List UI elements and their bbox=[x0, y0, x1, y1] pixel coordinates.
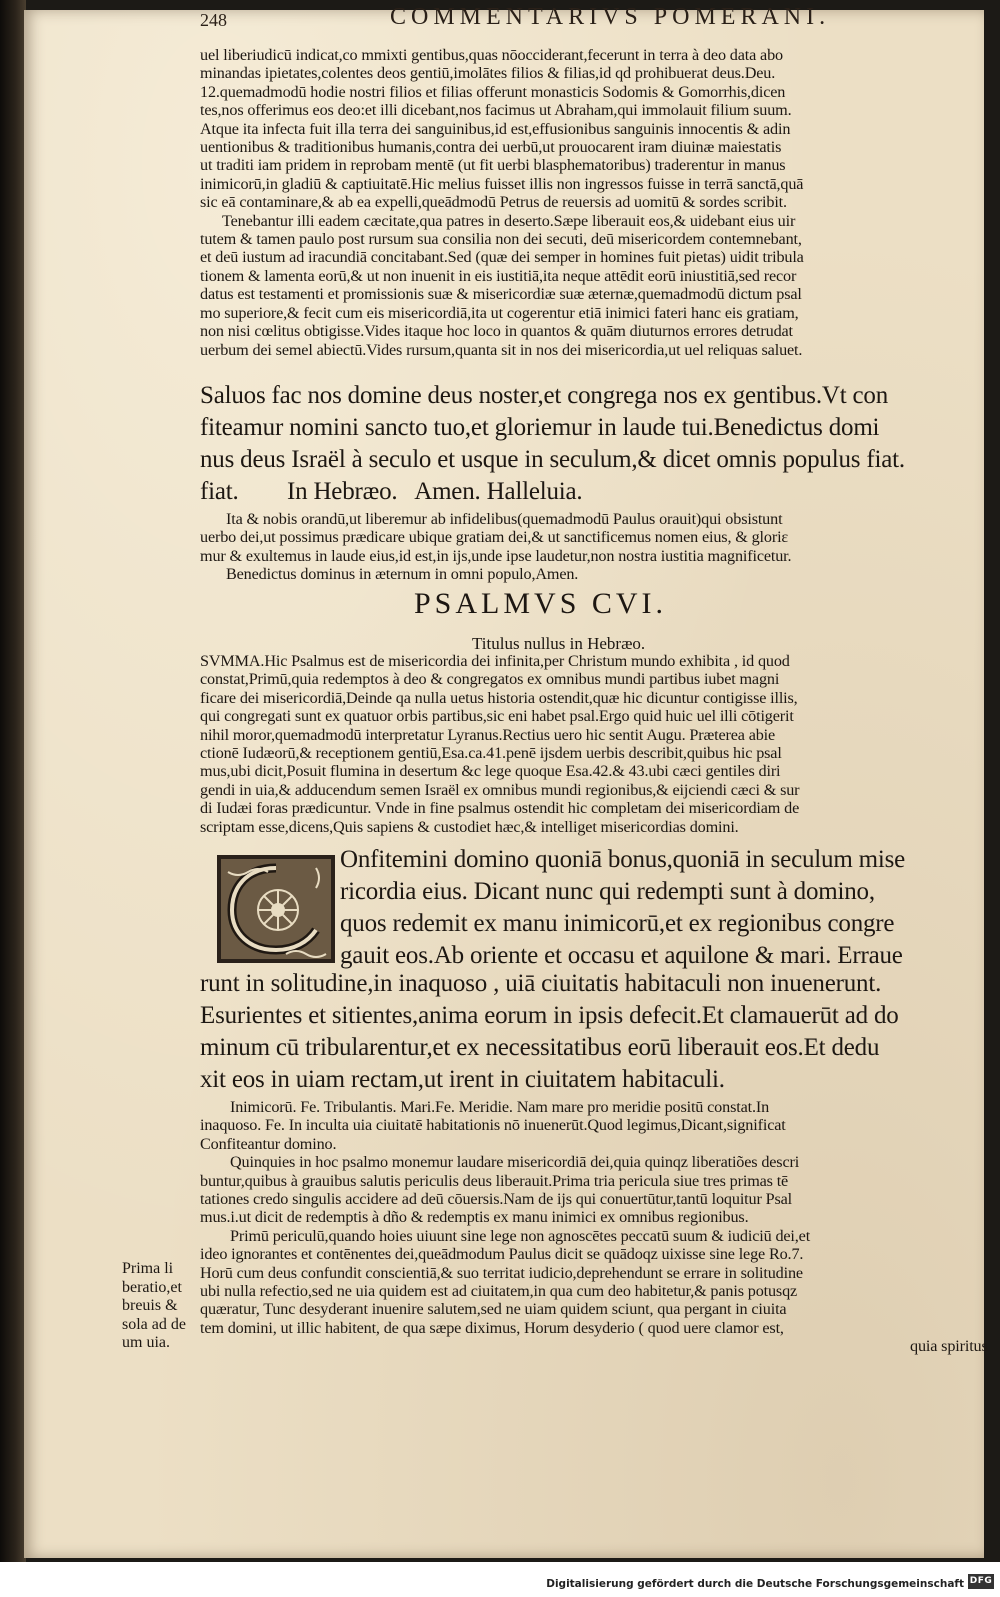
running-title: COMMENTARIVS POMERANI. bbox=[390, 4, 831, 30]
text-line: mur & exultemus in laude eius,id est,in ijs,unde ipse laudetur,non nostra iustitia magnificetur. bbox=[200, 546, 792, 565]
verse-line: Esurientes et sitientes,anima eorum in ipsis defecit.Et clamauerūt ad do bbox=[200, 1002, 899, 1029]
page-number: 248 bbox=[200, 10, 227, 30]
dfg-logo-icon: DFG bbox=[968, 1574, 994, 1589]
text-line: Confiteantur domino. bbox=[200, 1134, 337, 1153]
text-line: ficare dei misericordiā,Deinde qa nulla uetus historia ostendit,quæ hic dicuntur contigisse illis, bbox=[200, 688, 798, 707]
text-line: gendi in uia,& adducendum semen Israël ex omnibus mundi regionibus,& eijciendi cæci & sur bbox=[200, 780, 800, 799]
text-line: non nisi cœlitus obtigisse.Vides itaque hoc loco in quantos & quām diuturnos errores detrudat bbox=[200, 322, 793, 341]
book-spine bbox=[0, 0, 26, 1562]
verse-line: quos redemit ex manu inimicorū,et ex regionibus congre bbox=[340, 910, 895, 937]
page-header bbox=[200, 4, 1000, 32]
margin-line: breuis & bbox=[122, 1297, 178, 1314]
text-line: Atque ita infecta fuit illa terra dei sanguinibus,id est,effusionibus sanguinis innocentis & adin bbox=[200, 119, 791, 138]
text-line: minandas ipietates,colentes deos gentiū,imolātes filios & filias,id qd prohibuerat deus.Deu. bbox=[200, 64, 776, 83]
psalm-verse-continuation bbox=[200, 968, 980, 1096]
text-line: datus est testamenti et promissionis suæ & misericordiæ suæ æternæ,quemadmodū dictum psal bbox=[200, 285, 802, 304]
text-line: ctionē Iudæorū,& receptionem gentiū,Esa.ca.41.penē ijsdem uerbis describit,quibus hic psal bbox=[200, 744, 782, 763]
verse-line: ricordia eius. Dicant nunc qui redempti sunt à domino, bbox=[340, 878, 875, 905]
margin-note bbox=[122, 1260, 214, 1353]
text-line: sic eā contaminare,& ab ea expelli,queādmodū Petrus de reuersis ad uomitū & sordes scribit. bbox=[200, 193, 787, 212]
verse-line: xit eos in uiam rectam,ut irent in ciuitatem habitaculi. bbox=[200, 1066, 725, 1093]
text-line: ut traditi iam pridem in reprobam mentē (ut fit uerbi blasphematoribus) traderentur in manus bbox=[200, 156, 786, 175]
text-line: Primū periculū,quando hoies uiuunt sine lege non agnoscētes peccatū suum & iudiciū dei,et bbox=[230, 1226, 811, 1245]
text-line: uerbo dei,ut possimus prædicare ubique gratiam dei,& ut sanctificemus nomen eius, & gloriε bbox=[200, 528, 789, 547]
psalm-titulus: Titulus nullus in Hebræo. bbox=[472, 634, 646, 653]
commentary-notes bbox=[200, 1098, 988, 1356]
funding-credit: Digitalisierung gefördert durch die Deutsche Forschungsgemeinschaft bbox=[546, 1578, 964, 1590]
margin-line: sola ad de bbox=[122, 1315, 186, 1333]
book-page bbox=[24, 4, 988, 1558]
verse-line: gauit eos.Ab oriente et occasu et aquilone & mari. Erraue bbox=[340, 942, 903, 969]
text-line: Inimicorū. Fe. Tribulantis. Mari.Fe. Meridie. Nam mare pro meridie positū constat.In bbox=[230, 1098, 770, 1116]
text-line: quæratur, Tunc desyderant inuenire salutem,sed ne uiam quidem sciunt, qua pergant in ciuita bbox=[200, 1300, 787, 1319]
text-line: constat,Primū,quia redemptos à deo & congregatos ex omnibus mundi partibus iubet magni bbox=[200, 670, 780, 689]
verse-line: nus deus Israël à seculo et usque in seculum,& dicet omnis populus fiat. bbox=[200, 446, 905, 473]
text-line: buntur,quibus à grauibus salutis periculis deus liberauit.Prima tria pericula siue tres primas tē bbox=[200, 1171, 789, 1190]
text-line: qui congregati sunt ex quatuor orbis partibus,sic eni habet psal.Ergo quid huic uel illi cōtigerit bbox=[200, 707, 794, 726]
psalm-heading: PSALMVS CVI. bbox=[414, 587, 668, 620]
verse-line: minum cū tribularentur,et ex necessitatibus eorū liberauit eos.Et dedu bbox=[200, 1034, 880, 1061]
text-line: nihil moror,quemadmodū interpretatur Lyranus.Rectius uero hic sentit Augu. Præterea abie bbox=[200, 725, 776, 744]
text-line: SVMMA.Hic Psalmus est de misericordia dei infinita,per Christum mundo exhibita , id quod bbox=[200, 652, 790, 670]
margin-line: Prima li bbox=[122, 1260, 174, 1277]
text-line: ideo ignorantes et contēnentes dei,queādmodum Paulus dicit se quādoqz uixisse sine lege Ro.7. bbox=[200, 1245, 804, 1264]
text-line: Benedictus dominus in æternum in omni populo,Amen. bbox=[226, 565, 579, 584]
verse-line: fiat. In Hebræo. Amen. Halleluia. bbox=[200, 478, 583, 505]
text-line: ubi nulla refectio,sed ne uia quidem est ad ciuitatem,in qua cum deo habitetur,& panis potusqz bbox=[200, 1282, 798, 1301]
commentary-paragraph-2 bbox=[200, 510, 975, 584]
text-line: tationes credo singulis accidere ad deū cōuersis.Nam de ijs qui conuertūtur,tantū loquitur Psal bbox=[200, 1190, 792, 1209]
verse-line: Saluos fac nos domine deus noster,et congrega nos ex gentibus.Vt con bbox=[200, 382, 889, 409]
text-line: mo superiore,& fecit cum eis misericordiā,ita ut cogerentur etiā inimici fateri hanc eis gratiam, bbox=[200, 303, 799, 322]
text-line: di Iudæi foras prædicuntur. Vnde in fine psalmus ostendit hic completam dei misericordiam de bbox=[200, 799, 800, 818]
text-line: uerbum dei semel abiectū.Vides rursum,quanta sit in nos dei misericordia,ut uel reliquas saluet. bbox=[200, 340, 803, 359]
text-line: quia spiritus bbox=[910, 1337, 988, 1356]
text-line: 12.quemadmodū hodie nostri filios et filias offerunt monasticis Sodomis & Gomorrhis,dicen bbox=[200, 82, 786, 101]
text-line: tutem & tamen paulo post rursum sua consilia non dei secuti, deū misericordem contemnebant, bbox=[200, 230, 802, 249]
text-line: uel liberiudicū indicat,co mmixti gentibus,quas nōocciderant,fecerunt in terra à deo data abo bbox=[200, 46, 783, 64]
margin-line: um uia. bbox=[122, 1334, 170, 1351]
text-line: inimicorū,in gladiū & captiuitatē.Hic melius fuisset illis non ingressos fuisse in terrā sanctā,quā bbox=[200, 174, 804, 193]
text-line: Quinquies in hoc psalmo monemur laudare misericordiā dei,quia quinqz liberatiões descri bbox=[230, 1153, 800, 1172]
text-line: Horū cum deus confundit conscientiā,& suo territat iudicio,deprehendunt se errare in solitudine bbox=[200, 1263, 803, 1282]
psalm-verse-block bbox=[200, 380, 980, 508]
text-line: tes,nos offerimus eos deo:et illi dicebant,nos facimus ut Abraham,qui immolauit filium suum. bbox=[200, 101, 792, 120]
verse-line: fiteamur nomini sancto tuo,et gloriemur in laude tui.Benedictus domi bbox=[200, 414, 880, 441]
summa-paragraph bbox=[200, 652, 975, 836]
commentary-paragraph-1 bbox=[200, 46, 975, 359]
text-line: inaquoso. Fe. In inculta uia ciuitatē habitationis nō inuenerūt.Quod legimus,Dicant,significat bbox=[200, 1116, 786, 1135]
psalm-verse-with-initial bbox=[340, 844, 980, 972]
text-line: uentionibus & traditionibus humanis,contra dei uerbū,ut prouocarent iram diuinæ maiestatis bbox=[200, 138, 782, 157]
verse-line: Onfitemini domino quoniā bonus,quoniā in seculum mise bbox=[340, 846, 906, 873]
text-line: mus.i.ut dicit de redemptis à dño & redemptis ex manu inimici ex omnibus regionibus. bbox=[200, 1208, 749, 1227]
text-line: Ita & nobis orandū,ut liberemur ab infidelibus(quemadmodū Paulus orauit)qui obsistunt bbox=[226, 510, 783, 528]
text-line: et deū iustum ad iracundiā concitabant.Sed (quæ dei semper in homines fuit pietas) uidit tribula bbox=[200, 248, 804, 267]
text-line: tem domini, ut illic habitent, de qua sæpe diximus, Horum desyderio ( quod uere clamor est, bbox=[200, 1318, 784, 1337]
decorated-initial-c-icon bbox=[216, 854, 336, 964]
text-line: mus,ubi dicit,Posuit flumina in desertum &c lege quoque Esa.42.& 43.ubi cæci gentiles diri bbox=[200, 762, 781, 781]
text-line: scriptam esse,dicens,Quis sapiens & custodiet hæc,& intelliget misericordias domini. bbox=[200, 817, 739, 836]
text-line: tionem & lamenta eorū,& ut non inuenit in eis iustitiā,ita neque attēdit eorū iniustitiā,sed recor bbox=[200, 266, 797, 285]
margin-line: beratio,et bbox=[122, 1278, 182, 1296]
text-line: Tenebantur illi eadem cæcitate,qua patres in deserto.Sæpe liberauit eos,& uidebant eius uir bbox=[222, 211, 796, 230]
verse-line: runt in solitudine,in inaquoso , uiā ciuitatis habitaculi non inuenerunt. bbox=[200, 970, 882, 997]
ornament-frame bbox=[216, 854, 336, 964]
